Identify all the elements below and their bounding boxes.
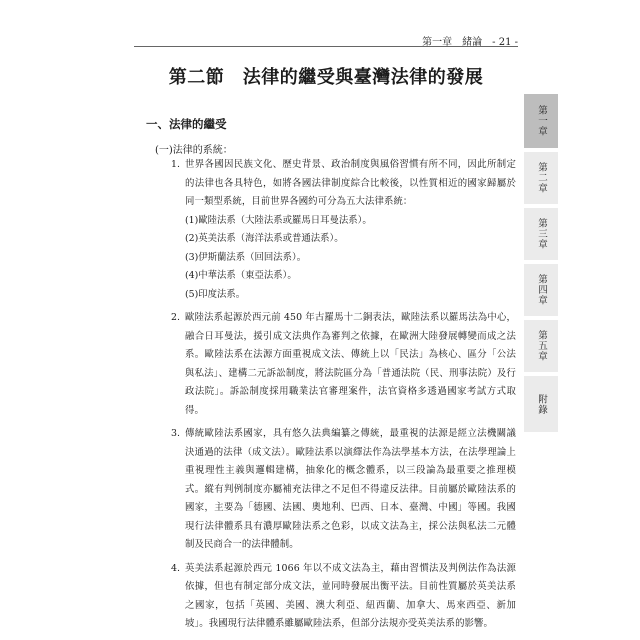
heading-level-2: (一)法律的系統： [155,145,233,156]
list-item-number: 4. [171,562,180,574]
numbered-list [171,156,516,639]
list-item-text: 傳統歐陸法系國家，具有悠久法典編纂之傳統，最重視的法源是經立法機關議決通過的法律（成文法）。歐陸法系以演繹法作為法學基本方法，在法學理論上重視理性主義與邏輯建構，抽象化的概念體系，以三段論為最重要之推理模式。縱有判例制度亦屬補充法律之不足但不得違反法律。目前屬於歐陸法系的國家，主要為「德國、法國、奧地利、巴西、日本、臺灣、中國」等國。我國現行法律體系具有濃厚歐陸法系之色彩，以成文法為主，採公法與私法二元體制及民商合一的法律體制。 [185,428,516,550]
subitem: (1)歐陸法系（大陸法系或羅馬日耳曼法系）。 [185,214,372,226]
tab-chapter-5[interactable]: 第五章 [524,320,558,372]
subitem: (3)伊斯蘭法系（回回法系）。 [185,251,307,263]
list-item-number: 3. [171,428,180,439]
tab-appendix[interactable]: 附錄 [524,376,558,432]
header-chapter-title: 緒論 [462,37,483,48]
subitem: (5)印度法系。 [185,288,246,300]
header-rule [134,46,518,47]
list-item-text: 世界各國因民族文化、歷史背景、政治制度與風俗習慣有所不同，因此所制定的法律也各具特色，如將各國法律制度綜合比較後，以性質相近的國家歸屬於同一類型系統，目前世界各國約可分為五大法律系統： [185,159,516,207]
list-item-number: 2. [171,312,180,323]
list-item [171,425,516,555]
subitem: (2)英美法系（海洋法系或普通法系）。 [185,233,344,244]
tab-chapter-1[interactable]: 第一章 [524,94,558,148]
chapter-tabs [524,94,558,436]
list-item [171,156,516,304]
list-item-number: 1. [171,159,180,170]
tab-chapter-4[interactable]: 第四章 [524,264,558,316]
tab-chapter-2[interactable]: 第二章 [524,152,558,204]
header-chapter: 第一章 [422,37,453,48]
heading-level-1: 一、法律的繼受 [146,117,227,131]
list-item-text: 英美法系起源於西元 1066 年以不成文法為主，藉由習慣法及判例法作為法源依據，但也有制定部分成文法，並同時發展出衡平法。目前性質屬於英美法系之國家，包括「英國、美國、澳大利亞、紐西蘭、加拿大、馬來西亞、新加坡」。我國現行法律體系雖屬歐陸法系，但部分法規亦受英美法系的影響。 [185,562,516,629]
list-item-text: 歐陸法系起源於西元前 450 年古羅馬十二銅表法，歐陸法系以羅馬法為中心，融合日耳曼法，援引成文法典作為審判之依據，在歐洲大陸發展轉變而成之法系。歐陸法系在法源方面重視成文法、傳統上以「民法」為核心、區分「公法與私法」、建構二元訴訟制度，將法院區分為「普通法院（民、刑事法院）及行政法院」。訴訟制度採用職業法官審理案件，法官資格多透過國家考試方式取得。 [185,312,516,416]
tab-chapter-3[interactable]: 第三章 [524,208,558,260]
section-title: 第二節 法律的繼受與臺灣法律的發展 [168,67,484,88]
subitem: (4)中華法系（東亞法系）。 [185,270,297,281]
list-item [171,309,516,420]
page-number: - 21 - [492,37,518,48]
list-item [171,560,516,634]
